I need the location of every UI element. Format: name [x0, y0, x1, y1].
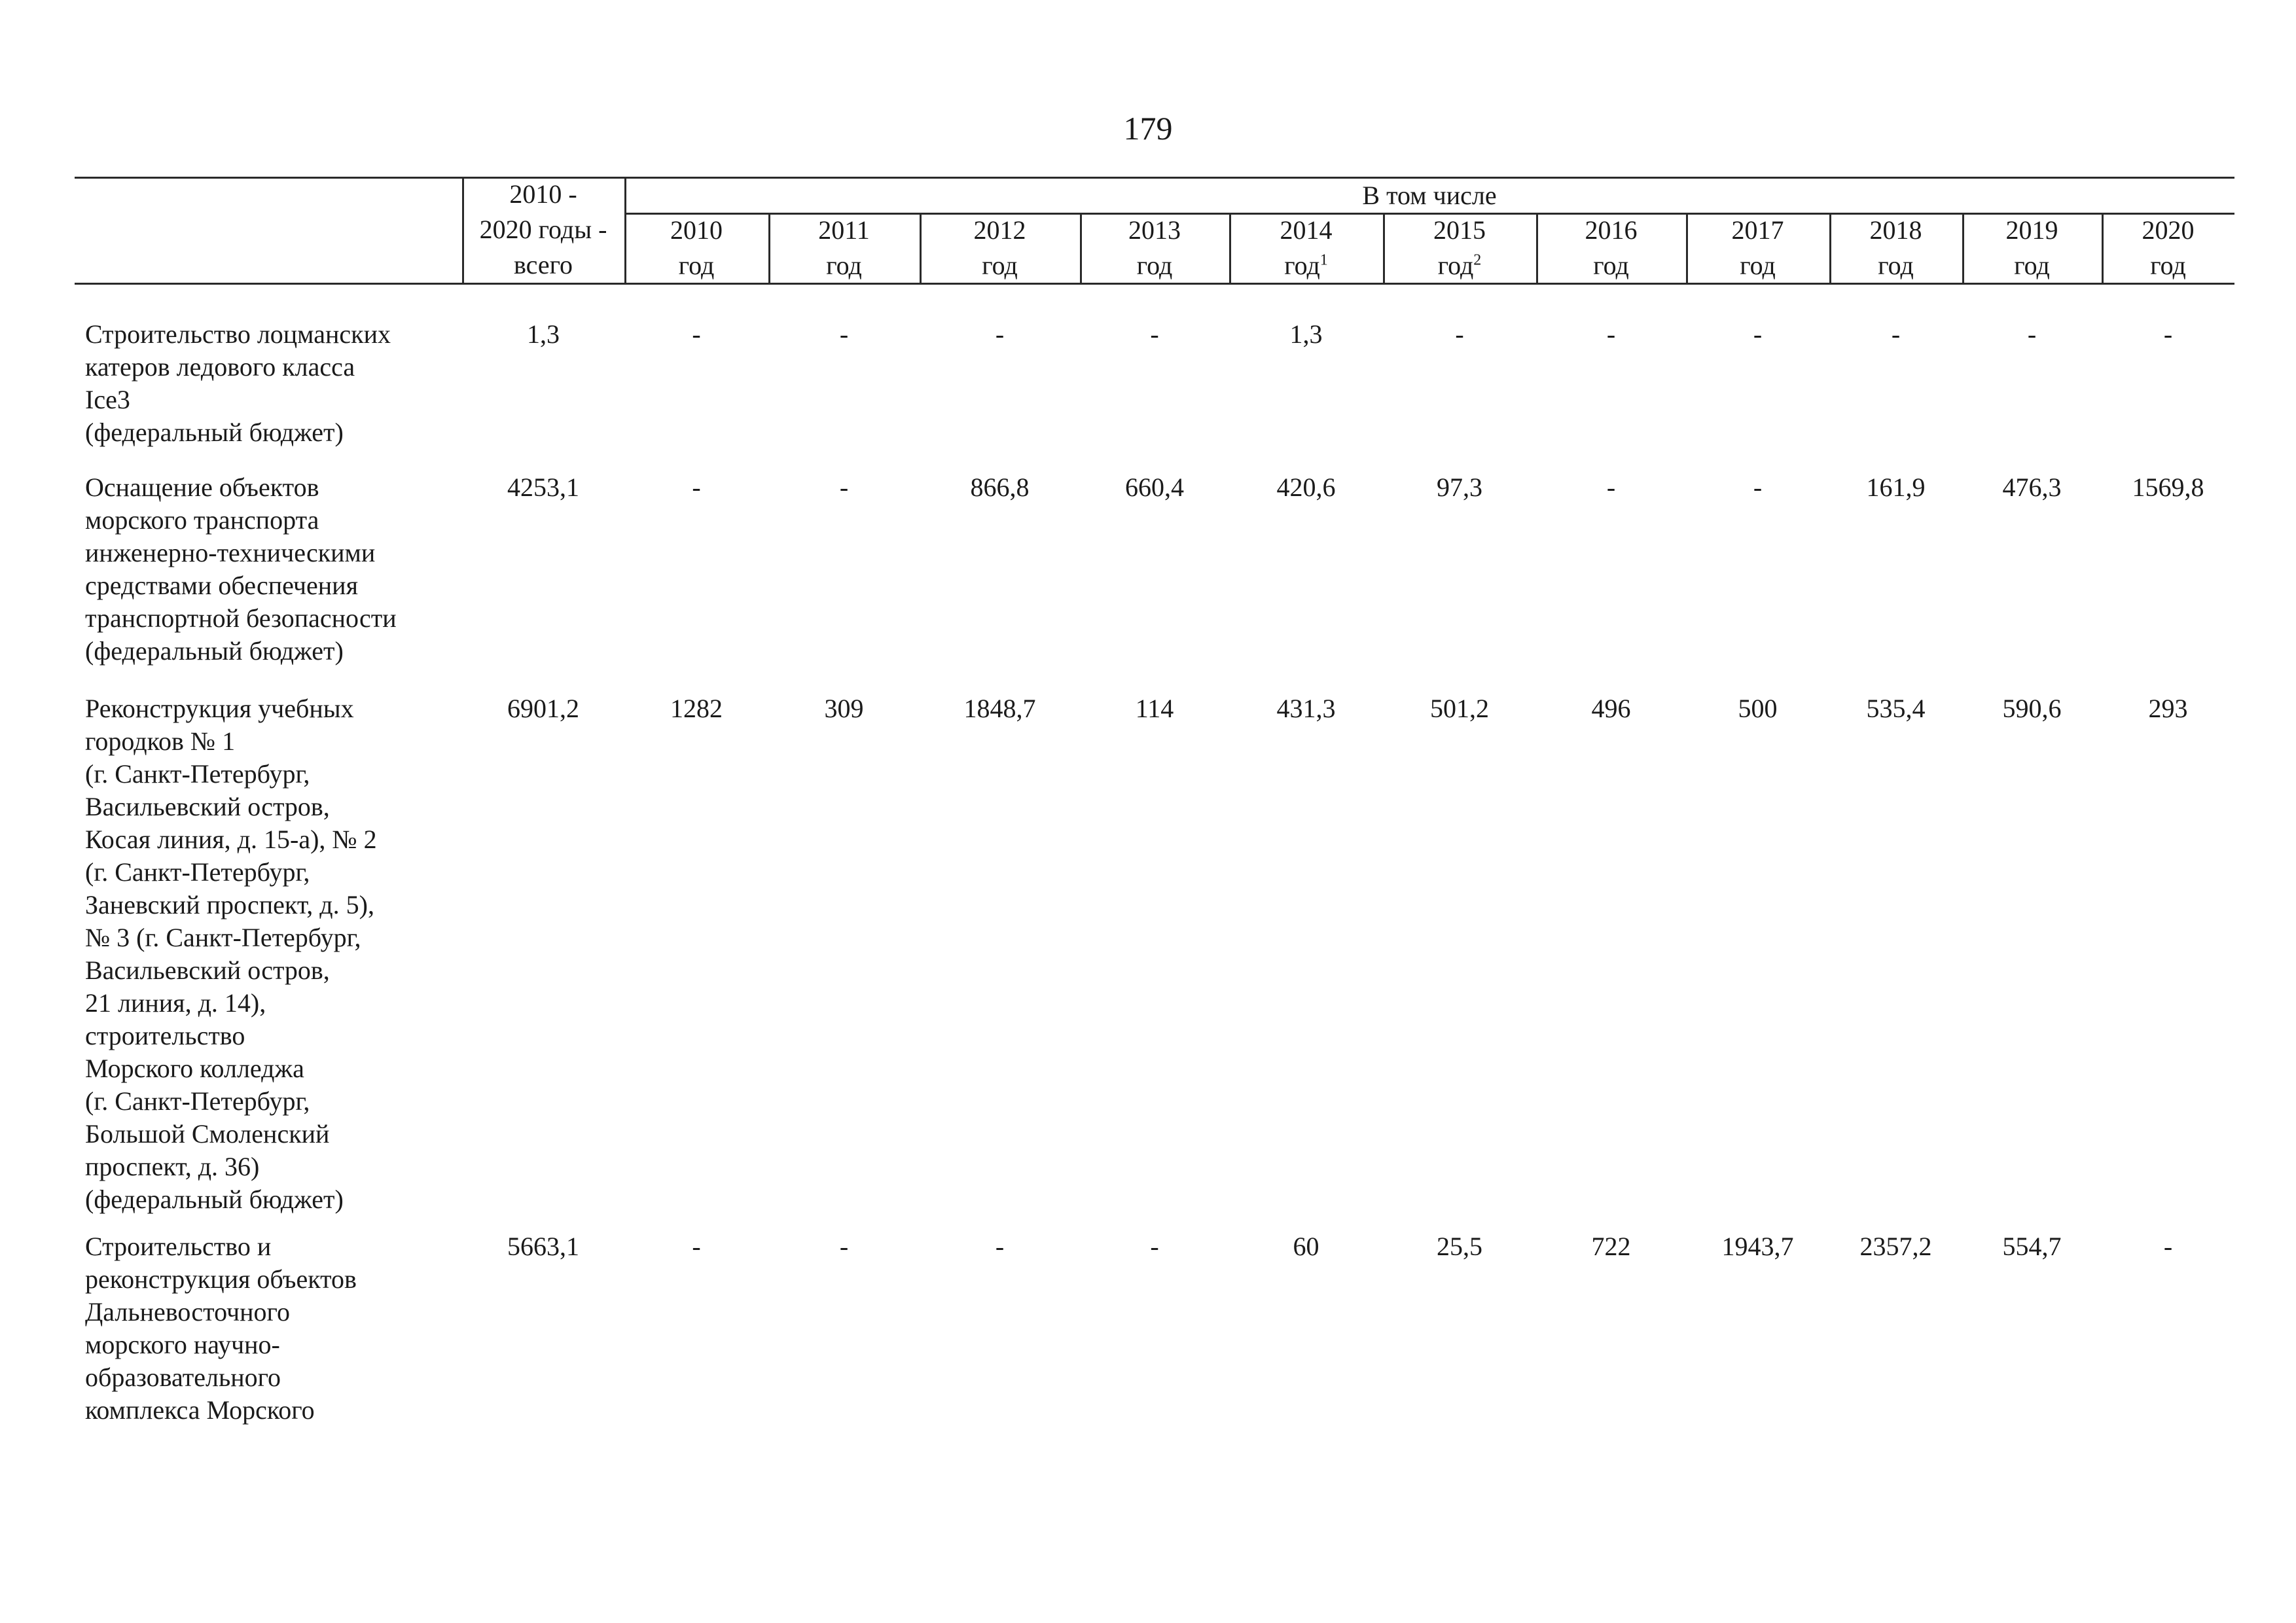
row-label: Оснащение объектов морского транспорта инженерно-техническими средствами обеспечения транспортной безопасности (федеральный бюджет) — [85, 473, 397, 666]
row-value: - — [1150, 1232, 1159, 1261]
row-value: 590,6 — [2002, 694, 2062, 723]
row-value: - — [1150, 319, 1159, 349]
row-value: - — [1455, 319, 1464, 349]
row-value: 1848,7 — [963, 694, 1036, 723]
header-year-unit: год — [1740, 251, 1776, 280]
row-value: - — [1891, 319, 1901, 349]
row-value: 60 — [1293, 1232, 1319, 1261]
header-year-unit: год — [826, 251, 862, 280]
header-year-unit: год$^1$ — [1284, 251, 1328, 280]
header-year-2014 — [1229, 213, 1383, 283]
header-year-unit: год — [1136, 251, 1173, 280]
header-year: 2019 — [2005, 215, 2058, 245]
header-year-2015 — [1383, 213, 1536, 283]
row-value: - — [1753, 473, 1763, 502]
header-year: 2018 — [1869, 215, 1922, 245]
row-value: - — [2163, 1232, 2173, 1261]
header-year: 2017 — [1731, 215, 1784, 245]
row-value: - — [1606, 319, 1616, 349]
header-year: 2013 — [1128, 215, 1181, 245]
row-value: 2357,2 — [1859, 1232, 1932, 1261]
row-value: - — [2163, 319, 2173, 349]
row-value: - — [692, 1232, 701, 1261]
row-value: 722 — [1591, 1232, 1631, 1261]
row-value: - — [995, 1232, 1005, 1261]
header-year-2020 — [2102, 213, 2234, 283]
row-label: Строительство и реконструкция объектов Дальневосточного морского научно- образовательного комплекса Морского — [85, 1232, 357, 1425]
row-value: 501,2 — [1430, 694, 1489, 723]
header-year-2013 — [1080, 213, 1229, 283]
row-value: 1,3 — [1289, 319, 1323, 349]
header-total-line: 2010 - — [509, 179, 577, 209]
row-value: 1282 — [670, 694, 723, 723]
row-total: 4253,1 — [507, 473, 579, 502]
header-year-2012 — [920, 213, 1080, 283]
header-year: 2011 — [818, 215, 870, 245]
header-year: 2015 — [1433, 215, 1486, 245]
row-value: 114 — [1135, 694, 1174, 723]
row-value: 660,4 — [1125, 473, 1184, 502]
row-value: - — [1606, 473, 1616, 502]
row-value: - — [995, 319, 1005, 349]
header-year: 2014 — [1280, 215, 1333, 245]
row-value: 97,3 — [1437, 473, 1482, 502]
row-value: 476,3 — [2002, 473, 2062, 502]
header-year-2011 — [768, 213, 920, 283]
header-year-unit: год — [2014, 251, 2050, 280]
header-total-line: 2020 годы - — [479, 215, 607, 244]
footnote-marker: 2 — [1473, 251, 1482, 269]
row-value: 161,9 — [1866, 473, 1926, 502]
row-value: - — [839, 473, 849, 502]
row-value: - — [1753, 319, 1763, 349]
header-total-line: всего — [513, 250, 573, 279]
header-year: 2012 — [973, 215, 1026, 245]
header-year: 2020 — [2142, 215, 2195, 245]
row-total: 1,3 — [527, 319, 560, 349]
row-total: 5663,1 — [507, 1232, 579, 1261]
header-year: 2016 — [1585, 215, 1638, 245]
row-value: 420,6 — [1276, 473, 1336, 502]
row-value: - — [692, 473, 701, 502]
row-value: - — [692, 319, 701, 349]
row-value: 496 — [1591, 694, 1631, 723]
header-year-unit: год$^2$ — [1437, 251, 1482, 280]
row-value: 293 — [2148, 694, 2188, 723]
header-year-2010 — [624, 213, 768, 283]
row-value: 1943,7 — [1721, 1232, 1794, 1261]
row-value: 866,8 — [970, 473, 1030, 502]
header-year-2019 — [1962, 213, 2102, 283]
row-value: 500 — [1738, 694, 1778, 723]
header-year: 2010 — [670, 215, 723, 245]
row-label: Реконструкция учебных городков № 1 (г. Санкт-Петербург, Васильевский остров, Косая линия, д. 15-а), № 2 (г. Санкт-Петербург, Заневский проспект, д. 5), № 3 (г. Санкт-Петербург, Васильевский остров, 21 линия, д. 14), строительство Морского колледжа (г. Санкт-Петербург, Большой Смоленский проспект, д. 36) (федеральный бюджет) — [85, 694, 377, 1214]
row-label: Строительство лоцманских катеров ледового класса Ice3 (федеральный бюджет) — [85, 319, 391, 447]
row-value: 535,4 — [1866, 694, 1926, 723]
header-year-2018 — [1829, 213, 1962, 283]
row-value: - — [2027, 319, 2037, 349]
header-group-label: В том числе — [1362, 181, 1497, 210]
footnote-marker: 1 — [1319, 251, 1328, 269]
header-year-2016 — [1536, 213, 1686, 283]
row-value: 309 — [824, 694, 864, 723]
header-year-unit: год — [1593, 251, 1629, 280]
header-year-2017 — [1686, 213, 1829, 283]
row-value: 554,7 — [2002, 1232, 2062, 1261]
row-total: 6901,2 — [507, 694, 579, 723]
row-value: - — [839, 319, 849, 349]
row-value: - — [839, 1232, 849, 1261]
row-value: 431,3 — [1276, 694, 1336, 723]
row-value: 1569,8 — [2132, 473, 2204, 502]
header-year-unit: год — [1878, 251, 1914, 280]
header-year-unit: год — [982, 251, 1018, 280]
header-year-unit: год — [678, 251, 715, 280]
page-number: 179 — [1123, 110, 1173, 147]
row-value: 25,5 — [1437, 1232, 1482, 1261]
header-year-unit: год — [2150, 251, 2186, 280]
header-total — [462, 177, 624, 283]
